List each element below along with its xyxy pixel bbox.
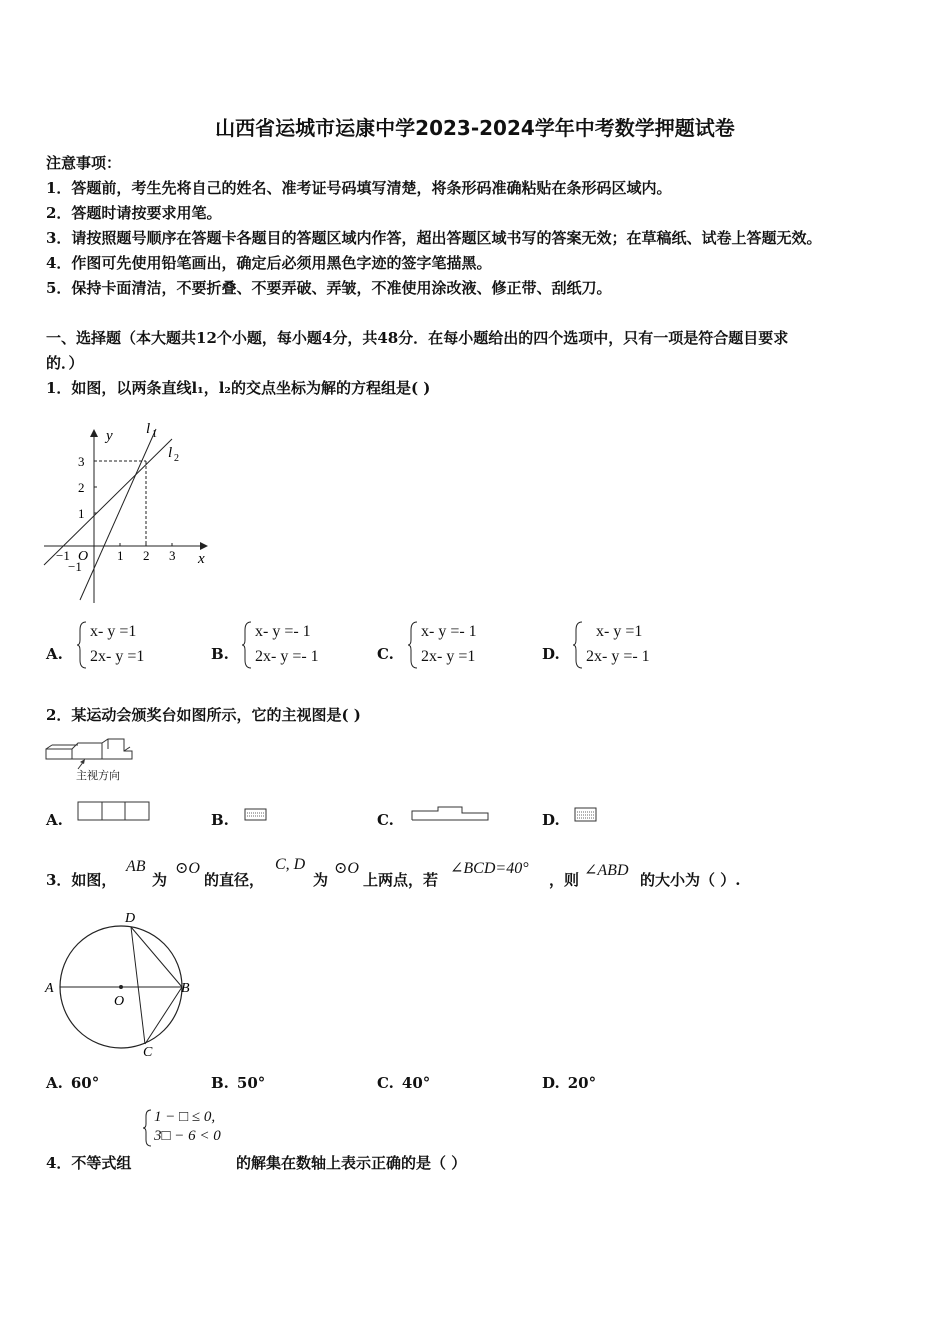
q3-option-c-letter: C. bbox=[377, 1074, 394, 1092]
question-2-stem: 2．某运动会颁奖台如图所示，它的主视图是( ) bbox=[46, 706, 361, 724]
center-point bbox=[119, 985, 123, 989]
notice-item-4: 4．作图可先使用铅笔画出，确定后必须用黑色字迹的签字笔描黑。 bbox=[46, 254, 492, 272]
y-tick-2: 2 bbox=[78, 480, 85, 495]
q3-math-angle-abd: ∠ABD bbox=[584, 862, 629, 879]
chord-dc bbox=[131, 927, 145, 1044]
q2-option-a-figure[interactable] bbox=[77, 801, 151, 823]
q1-c-eq1: x- y =- 1 bbox=[421, 623, 477, 640]
q3-stem-part1: 3．如图， bbox=[46, 871, 117, 889]
q3-math-ab: AB bbox=[126, 858, 146, 875]
q4-ineq-1: 1 − □ ≤ 0, bbox=[154, 1109, 216, 1125]
q3-option-b-value: 50° bbox=[236, 1074, 266, 1092]
question-1-graph bbox=[40, 415, 215, 605]
label-o: O bbox=[114, 994, 125, 1009]
q1-option-b-letter[interactable]: B. bbox=[211, 645, 229, 663]
l2-sub: 2 bbox=[174, 453, 179, 464]
q1-option-d-letter[interactable]: D. bbox=[542, 645, 560, 663]
q1-option-b-system[interactable] bbox=[241, 620, 361, 670]
q4-ineq-2: 3□ − 6 < 0 bbox=[154, 1128, 221, 1144]
x-tick-2: 2 bbox=[143, 548, 150, 563]
circle-figure bbox=[40, 905, 200, 1065]
q3-option-a-letter: A. bbox=[46, 1074, 63, 1092]
notice-item-2: 2．答题时请按要求用笔。 bbox=[46, 204, 222, 222]
q1-option-d-system[interactable] bbox=[572, 620, 692, 670]
line-l1 bbox=[80, 429, 156, 600]
q3-math-cd: C, D bbox=[275, 856, 306, 873]
q3-option-a[interactable] bbox=[46, 1074, 99, 1092]
q2-option-d-letter[interactable]: D. bbox=[542, 811, 560, 829]
q3-option-d-letter: D. bbox=[542, 1074, 560, 1092]
q4-inequality-system bbox=[142, 1108, 242, 1148]
q2-option-b-letter[interactable]: B. bbox=[211, 811, 229, 829]
q3-math-circle-o2: ⊙O bbox=[334, 860, 359, 877]
notice-item-3: 3．请按照题号顺序在答题卡各题目的答题区域内作答，超出答题区域书写的答案无效；在草稿纸、试卷上答题无效。 bbox=[46, 229, 822, 247]
q2-option-a-letter[interactable]: A. bbox=[46, 811, 63, 829]
q3-math-circle-o: ⊙O bbox=[175, 860, 200, 877]
origin-label: O bbox=[78, 549, 89, 564]
q2-option-c-figure[interactable] bbox=[410, 802, 492, 822]
x-tick-1: 1 bbox=[117, 548, 124, 563]
l2-label: l bbox=[168, 445, 173, 461]
q3-math-angle-bcd: ∠BCD=40° bbox=[450, 860, 529, 877]
label-d: D bbox=[125, 911, 136, 926]
q2-option-d-figure[interactable] bbox=[574, 807, 598, 823]
notice-heading: 注意事项： bbox=[46, 154, 122, 172]
q3-stem-part2: 为 bbox=[152, 871, 168, 889]
y-tick-neg1: −1 bbox=[68, 559, 82, 574]
q1-option-c-letter[interactable]: C. bbox=[377, 645, 394, 663]
y-label: y bbox=[106, 428, 113, 444]
q3-option-c-value: 40° bbox=[401, 1074, 431, 1092]
y-tick-1: 1 bbox=[78, 506, 85, 521]
chord-cb bbox=[145, 987, 182, 1044]
q1-a-eq1: x- y =1 bbox=[90, 623, 137, 640]
q3-option-d[interactable] bbox=[542, 1074, 596, 1092]
q1-a-eq2: 2x- y =1 bbox=[90, 648, 145, 665]
q1-option-a-letter[interactable]: A. bbox=[46, 645, 63, 663]
q4-stem-part1: 4．不等式组 bbox=[46, 1154, 132, 1172]
q1-option-a-system[interactable] bbox=[76, 620, 186, 670]
view-direction-caption: 主视方向 bbox=[76, 769, 120, 782]
q1-b-eq2: 2x- y =- 1 bbox=[255, 648, 319, 665]
x-tick-neg1: −1 bbox=[56, 548, 70, 563]
page-title: 山西省运城市运康中学2023-2024学年中考数学押题试卷 bbox=[215, 116, 735, 140]
q1-d-eq1: x- y =1 bbox=[596, 623, 643, 640]
q3-option-a-value: 60° bbox=[70, 1074, 100, 1092]
y-tick-3: 3 bbox=[78, 454, 85, 469]
q3-stem-part7: 的大小为（ ）. bbox=[640, 871, 741, 889]
label-c: C bbox=[143, 1045, 153, 1060]
l1-sub: 1 bbox=[152, 429, 157, 440]
q3-stem-part4: 为 bbox=[313, 871, 329, 889]
label-a: A bbox=[45, 981, 54, 996]
section-heading-line1: 一、选择题（本大题共12个小题，每小题4分，共48分．在每小题给出的四个选项中，只有一项是符合题目要求 bbox=[46, 329, 789, 347]
x-tick-3: 3 bbox=[169, 548, 176, 563]
q1-b-eq1: x- y =- 1 bbox=[255, 623, 311, 640]
q3-option-c[interactable] bbox=[377, 1074, 430, 1092]
section-heading-line2: 的．） bbox=[46, 354, 84, 372]
notice-item-1: 1．答题前，考生先将自己的姓名、准考证号码填写清楚，将条形码准确粘贴在条形码区域内。 bbox=[46, 179, 672, 197]
q3-stem-part5: 上两点，若 bbox=[363, 871, 439, 889]
notice-item-5: 5．保持卡面清洁，不要折叠、不要弄破、弄皱，不准使用涂改液、修正带、刮纸刀。 bbox=[46, 279, 612, 297]
q2-option-c-letter[interactable]: C. bbox=[377, 811, 394, 829]
q3-option-b[interactable] bbox=[211, 1074, 265, 1092]
q2-option-b-figure[interactable] bbox=[244, 808, 268, 822]
q1-c-eq2: 2x- y =1 bbox=[421, 648, 476, 665]
question-1-stem: 1．如图，以两条直线l₁，l₂的交点坐标为解的方程组是( ) bbox=[46, 379, 431, 397]
label-b: B bbox=[181, 981, 190, 996]
q1-d-eq2: 2x- y =- 1 bbox=[586, 648, 650, 665]
l1-label: l bbox=[146, 421, 151, 437]
x-label: x bbox=[198, 551, 205, 567]
q1-option-c-system[interactable] bbox=[407, 620, 527, 670]
q3-option-d-value: 20° bbox=[567, 1074, 597, 1092]
q3-stem-part3: 的直径， bbox=[204, 871, 265, 889]
x-axis-arrow bbox=[200, 542, 208, 550]
q3-option-b-letter: B. bbox=[211, 1074, 229, 1092]
q4-stem-part2: 的解集在数轴上表示正确的是（ ） bbox=[236, 1154, 467, 1172]
y-axis-arrow bbox=[90, 429, 98, 437]
q3-stem-part6: ，则 bbox=[549, 871, 580, 889]
